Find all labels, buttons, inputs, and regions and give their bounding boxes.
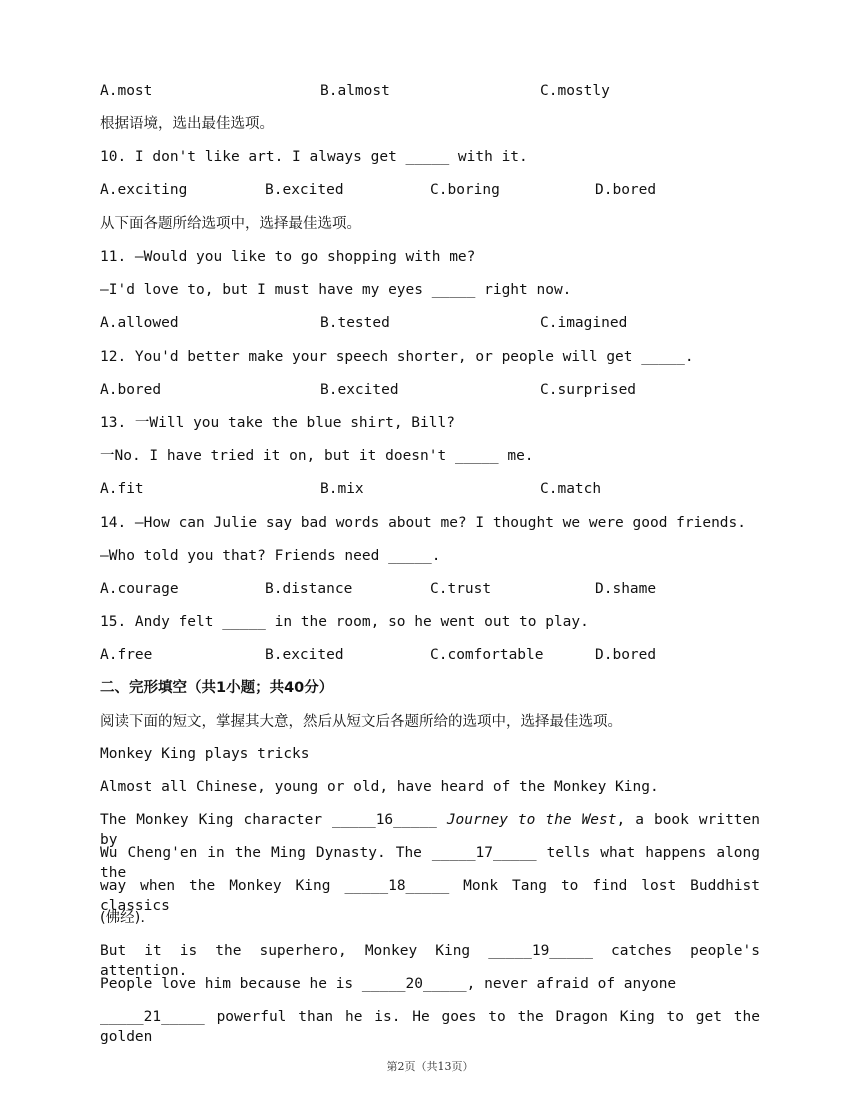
option-b: B.excited	[320, 382, 399, 398]
question-10: 10. I don't like art. I always get _____ with it.	[100, 149, 528, 165]
option-c: C.boring	[430, 182, 500, 198]
passage-line: The Monkey King character _____16_____ Journey to the West, a book written by	[100, 812, 760, 848]
question-11-line-1: 11. —Would you like to go shopping with me?	[100, 249, 476, 265]
section-heading: 二、完形填空（共1小题；共40分）	[100, 680, 334, 696]
option-b: B.mix	[320, 481, 364, 497]
question-14-line-2: —Who told you that? Friends need _____.	[100, 548, 441, 564]
option-b: B.distance	[265, 581, 353, 597]
passage-title: Monkey King plays tricks	[100, 746, 310, 762]
question-12: 12. You'd better make your speech shorter, or people will get _____.	[100, 349, 694, 365]
option-a: A.free	[100, 647, 153, 663]
instruction: 从下面各题所给选项中，选择最佳选项。	[100, 216, 361, 232]
option-a: A.courage	[100, 581, 179, 597]
options-row	[100, 180, 800, 200]
option-c: C.surprised	[540, 382, 637, 398]
option-a: A.allowed	[100, 315, 179, 331]
option-c: C.comfortable	[430, 647, 544, 663]
passage-line: Wu Cheng'en in the Ming Dynasty. The _____17_____ tells what happens along the	[100, 845, 760, 881]
question-14-line-1: 14. —How can Julie say bad words about me? I thought we were good friends.	[100, 515, 747, 531]
option-c: C.imagined	[540, 315, 628, 331]
passage-line: (佛经).	[100, 910, 145, 926]
question-13-line-1: 13. 一Will you take the blue shirt, Bill?	[100, 415, 455, 431]
options-row	[100, 579, 800, 599]
option-d: D.bored	[595, 647, 657, 663]
options-row	[100, 645, 800, 665]
option-d: D.shame	[595, 581, 657, 597]
passage-line: way when the Monkey King _____18_____ Monk Tang to find lost Buddhist classics	[100, 878, 760, 914]
option-c: C.match	[540, 481, 602, 497]
option-a: A.fit	[100, 481, 144, 497]
option-c: C.mostly	[540, 83, 610, 99]
page-footer: 第2页（共13页）	[386, 1060, 474, 1073]
option-b: B.excited	[265, 647, 344, 663]
question-15: 15. Andy felt _____ in the room, so he went out to play.	[100, 614, 589, 630]
option-a: A.exciting	[100, 182, 188, 198]
option-b: B.excited	[265, 182, 344, 198]
option-a: A.bored	[100, 382, 162, 398]
section-instruction: 阅读下面的短文，掌握其大意，然后从短文后各题所给的选项中，选择最佳选项。	[100, 714, 622, 730]
option-b: B.almost	[320, 83, 390, 99]
passage-line: But it is the superhero, Monkey King _____19_____ catches people's attention.	[100, 943, 760, 979]
question-11-line-2: —I'd love to, but I must have my eyes _____ right now.	[100, 282, 572, 298]
instruction: 根据语境，选出最佳选项。	[100, 116, 274, 132]
option-d: D.bored	[595, 182, 657, 198]
option-a: A.most	[100, 83, 153, 99]
passage-line: Almost all Chinese, young or old, have heard of the Monkey King.	[100, 779, 659, 795]
options-row	[100, 313, 800, 333]
options-row	[100, 81, 800, 101]
passage-line: _____21_____ powerful than he is. He goes to the Dragon King to get the golden	[100, 1009, 760, 1045]
question-13-line-2: 一No. I have tried it on, but it doesn't _____ me.	[100, 448, 534, 464]
options-row	[100, 380, 800, 400]
option-c: C.trust	[430, 581, 492, 597]
book-title: Journey to the West	[446, 812, 617, 828]
options-row	[100, 479, 800, 499]
passage-line: People love him because he is _____20_____, never afraid of anyone	[100, 976, 677, 992]
option-b: B.tested	[320, 315, 390, 331]
